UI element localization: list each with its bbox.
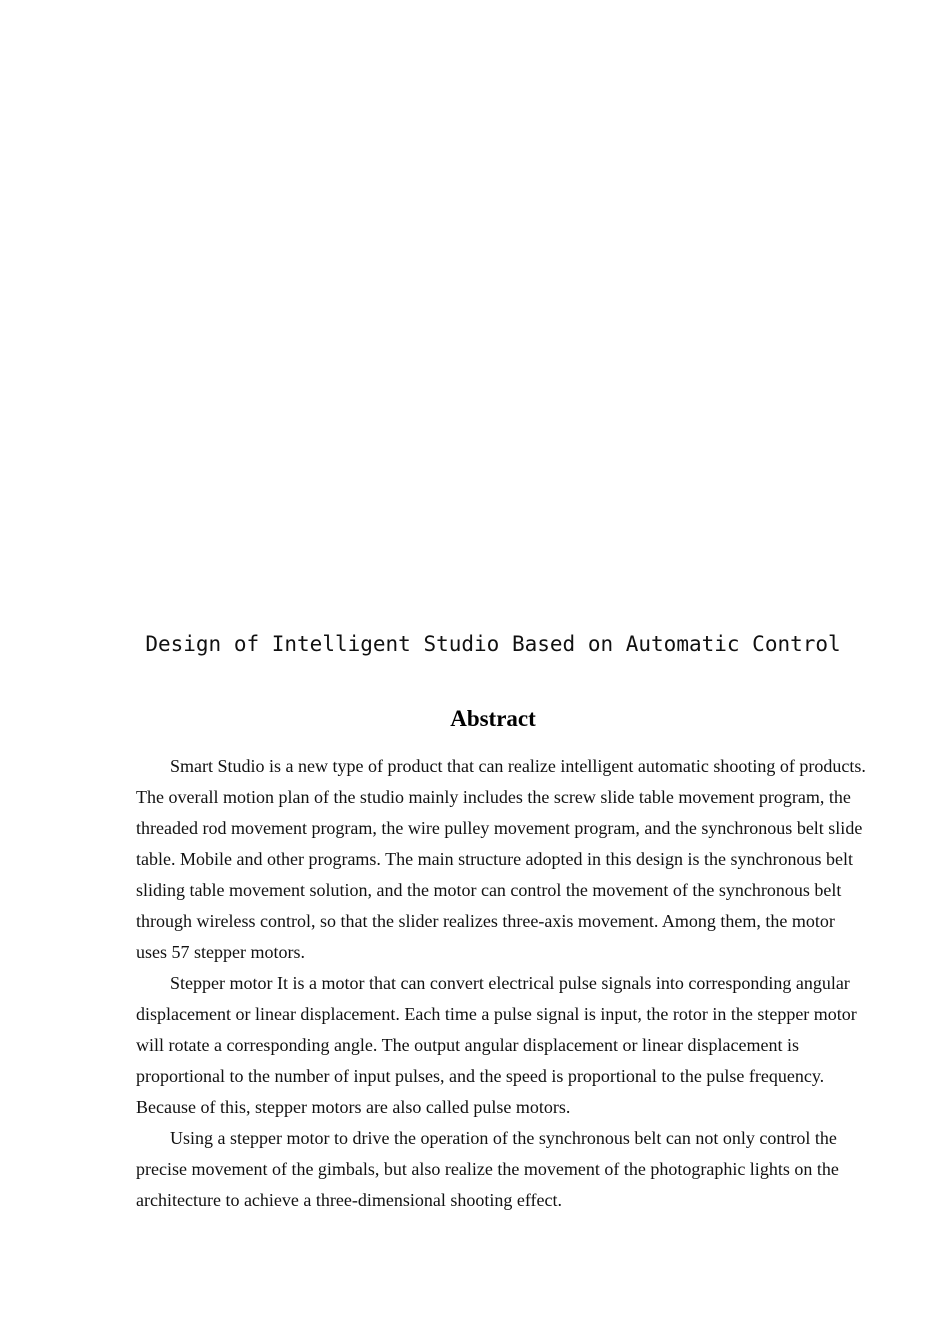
abstract-paragraph-1: Smart Studio is a new type of product that can realize intelligent automatic shooting of products. The overall motion plan of the studio mainly includes the screw slide table movement program, the threaded rod movement program, the wire pulley movement program, and the synchronous belt slide table. Mobile and other programs. The main structure adopted in this design is the synchronous belt sliding table movement solution, and the motor can control the movement of the synchronous belt through wireless control, so that the slider realizes three-axis movement. Among them, the motor uses 57 stepper motors. [136, 756, 866, 962]
document-title: Design of Intelligent Studio Based on Automatic Control [145, 632, 841, 656]
abstract-body [136, 751, 866, 1216]
abstract-paragraph-3: Using a stepper motor to drive the operation of the synchronous belt can not only control the precise movement of the gimbals, but also realize the movement of the photographic lights on the architecture to achieve a three-dimensional shooting effect. [136, 1128, 839, 1210]
abstract-heading: Abstract [450, 706, 536, 731]
abstract-paragraph-2: Stepper motor It is a motor that can convert electrical pulse signals into corresponding angular displacement or linear displacement. Each time a pulse signal is input, the rotor in the stepper motor will rotate a corresponding angle. The output angular displacement or linear displacement is proportional to the number of input pulses, and the speed is proportional to the pulse frequency. Because of this, stepper motors are also called pulse motors. [136, 973, 857, 1117]
